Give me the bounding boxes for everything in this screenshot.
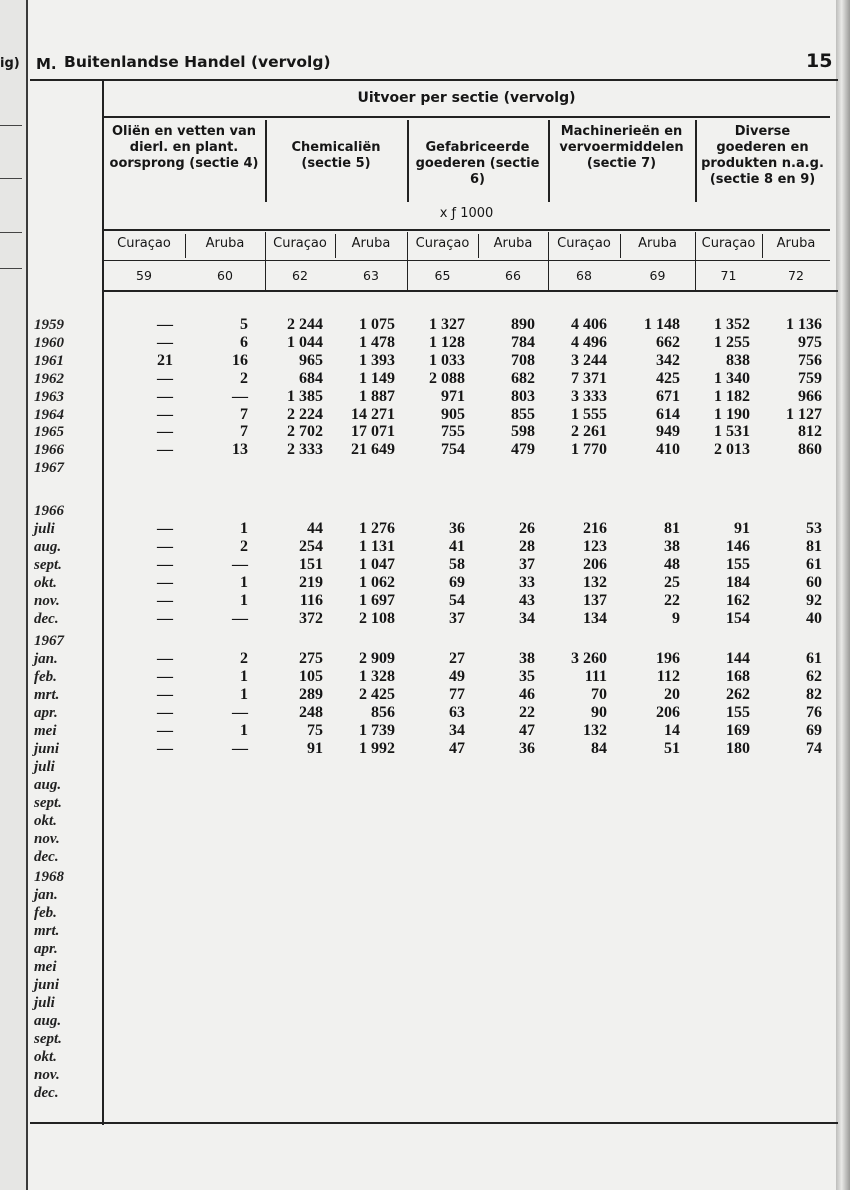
data-cell: 63 [449, 704, 465, 721]
data-cell: 38 [519, 650, 535, 667]
data-cell: 1 136 [786, 316, 822, 333]
data-cell: 1 127 [786, 405, 822, 423]
data-cell: 812 [798, 423, 822, 441]
data-cell: — [157, 405, 173, 423]
column-header-country: Curaçao [273, 236, 327, 251]
data-cell: 1 044 [287, 333, 323, 351]
month-row-label: apr. [34, 705, 58, 721]
section-header-5: Chemicaliën (sectie 5) [291, 140, 381, 171]
data-cell: 856 [371, 704, 395, 721]
data-cell: 26 [519, 520, 535, 537]
data-cell: 14 [664, 722, 680, 739]
data-cell: 40 [806, 610, 822, 627]
data-cell: — [157, 650, 173, 667]
data-cell: 3 260 [571, 650, 607, 667]
page-title: Buitenlandse Handel (vervolg) [64, 53, 331, 71]
data-cell: 69 [806, 722, 822, 739]
data-cell: 1 531 [714, 423, 750, 441]
month-row-label: sept. [34, 795, 62, 811]
data-cell: 36 [519, 740, 535, 757]
annual-row-label: 1959 [34, 317, 64, 333]
data-cell: 966 [798, 387, 822, 405]
data-cell: 82 [806, 686, 822, 703]
column-header-country: Curaçao [701, 236, 756, 251]
data-cell: 144 [726, 650, 750, 667]
data-cell: 216 [583, 520, 607, 537]
data-cell: 134 [583, 610, 607, 627]
data-cell: 69 [449, 574, 465, 591]
data-cell: 342 [656, 351, 680, 369]
data-cell: — [157, 668, 173, 685]
data-cell: 16 [232, 351, 248, 369]
data-cell: 682 [511, 369, 535, 387]
data-cell: 46 [519, 686, 535, 703]
data-cell: 1 340 [714, 369, 750, 387]
data-cell: 3 244 [571, 351, 607, 369]
data-cell: 20 [664, 686, 680, 703]
data-cell: 1 190 [714, 405, 750, 423]
column-header-country: Curaçao [557, 236, 611, 251]
column-divider [762, 234, 763, 258]
data-cell: — [157, 369, 173, 387]
column-code: 59 [136, 268, 152, 283]
month-row-label: nov. [34, 1067, 60, 1083]
data-cell: 2 013 [714, 441, 750, 459]
month-row-label: nov. [34, 831, 60, 847]
data-cell: 206 [656, 704, 680, 721]
page-number: 15 [806, 50, 833, 72]
month-row-label: okt. [34, 1049, 57, 1065]
data-cell: 708 [511, 351, 535, 369]
data-cell: 116 [299, 592, 323, 609]
annual-row-label: 1962 [34, 370, 64, 387]
column-code: 68 [576, 268, 592, 283]
data-cell: 965 [299, 351, 323, 369]
data-cell: 17 071 [351, 423, 395, 441]
section-header-7: Machinerieën en vervoermiddelen (sectie 7) [559, 124, 684, 171]
column-code: 72 [788, 268, 804, 283]
data-cell: 62 [806, 668, 822, 685]
column-divider [548, 232, 549, 292]
data-cell: 1 328 [359, 668, 395, 685]
data-cell: 35 [519, 668, 535, 685]
data-cell: 1 062 [359, 574, 395, 591]
data-cell: 1 047 [359, 556, 395, 573]
data-cell: 33 [519, 574, 535, 591]
data-cell: 2 425 [359, 686, 395, 703]
data-cell: 22 [664, 592, 680, 609]
data-cell: 6 [240, 333, 248, 351]
data-cell: — [157, 556, 173, 573]
data-cell: 37 [449, 610, 465, 627]
data-cell: 1 149 [359, 369, 395, 387]
data-cell: 162 [726, 592, 750, 609]
data-cell: 971 [441, 387, 465, 405]
annual-row-label: 1967 [34, 460, 64, 477]
month-row-label: aug. [34, 539, 62, 555]
unit-rule [103, 229, 830, 231]
section-header-8: Diverse goederen en produkten n.a.g. (sectie 8 en 9) [701, 124, 824, 187]
month-row-label: okt. [34, 813, 57, 829]
previous-page-fragment: ig) [0, 56, 20, 71]
month-row-label: juli [34, 995, 55, 1011]
column-header-country: Aruba [638, 236, 677, 251]
section-header-4: Oliën en vetten van dierl. en plant. oorsprong (sectie 4) [109, 124, 259, 171]
column-code: 71 [720, 268, 737, 283]
data-cell: 1 739 [359, 722, 395, 739]
month-row-label: mrt. [34, 687, 60, 703]
data-cell: 60 [806, 574, 822, 591]
data-cell: 48 [664, 556, 680, 573]
month-row-label: mei [34, 959, 57, 975]
month-row-label: nov. [34, 593, 60, 609]
header-rule [30, 79, 838, 81]
data-cell: 61 [806, 556, 822, 573]
data-cell: 44 [307, 520, 323, 537]
data-cell: — [157, 387, 173, 405]
data-cell: 7 371 [571, 369, 607, 387]
data-cell: 123 [583, 538, 607, 555]
column-code: 63 [363, 268, 379, 283]
data-cell: 1 033 [429, 351, 465, 369]
data-cell: 90 [591, 704, 607, 721]
data-cell: — [157, 441, 173, 459]
page-stack-edge [836, 0, 850, 1190]
data-cell: 1 385 [287, 387, 323, 405]
table-title: Uitvoer per sectie (vervolg) [357, 90, 576, 106]
data-cell: 137 [583, 592, 607, 609]
data-cell: — [157, 520, 173, 537]
data-cell: 36 [449, 520, 465, 537]
column-header-country: Aruba [493, 236, 533, 251]
month-row-label: juni [34, 741, 60, 757]
column-divider [478, 234, 479, 258]
data-cell: — [157, 423, 173, 441]
data-cell: 49 [449, 668, 465, 685]
data-cell: 38 [664, 538, 680, 555]
data-cell: 803 [511, 387, 535, 405]
column-header-country: Curaçao [415, 236, 470, 251]
data-cell: 28 [519, 538, 535, 555]
data-cell: 2 224 [287, 405, 323, 423]
data-cell: 949 [656, 423, 680, 441]
column-code: 66 [505, 268, 521, 283]
data-cell: 671 [656, 387, 680, 405]
data-cell: 168 [726, 668, 750, 685]
data-cell: — [157, 333, 173, 351]
month-row-label: feb. [34, 905, 57, 921]
data-cell: 81 [806, 538, 822, 555]
data-cell: 84 [591, 740, 607, 757]
data-cell: 132 [583, 722, 607, 739]
data-cell: 2 108 [359, 610, 395, 627]
data-cell: 1 276 [359, 520, 395, 537]
data-cell: 3 333 [571, 387, 607, 405]
data-cell: 180 [726, 740, 750, 757]
annual-row-label: 1964 [34, 406, 64, 423]
data-cell: — [157, 574, 173, 591]
data-cell: 76 [806, 704, 822, 721]
data-cell: 372 [299, 610, 323, 627]
data-cell: 22 [519, 704, 535, 721]
data-cell: 146 [726, 538, 750, 555]
data-cell: 1 [240, 722, 248, 739]
data-cell: 4 406 [571, 316, 607, 333]
month-row-label: dec. [34, 611, 59, 627]
data-cell: 154 [726, 610, 750, 627]
data-cell: 425 [656, 369, 680, 387]
data-cell: 4 496 [571, 333, 607, 351]
group-divider [265, 120, 267, 202]
section-letter: M. [36, 55, 57, 73]
data-cell: 784 [511, 333, 535, 351]
data-cell: 262 [726, 686, 750, 703]
data-cell: 1 352 [714, 316, 750, 333]
data-cell: 169 [726, 722, 750, 739]
data-cell: 34 [449, 722, 465, 739]
month-row-label: dec. [34, 849, 59, 865]
data-cell: 1 478 [359, 333, 395, 351]
data-cell: 1 131 [359, 538, 395, 555]
group-divider [548, 120, 550, 202]
column-divider [265, 232, 266, 292]
annual-row-label: 1960 [34, 334, 64, 351]
data-cell: 58 [449, 556, 465, 573]
month-row-label: mei [34, 723, 57, 739]
data-cell: — [157, 722, 173, 739]
country-rule [103, 260, 830, 261]
data-cell: 105 [299, 668, 323, 685]
year-group-label: 1966 [34, 503, 64, 519]
column-divider [335, 234, 336, 258]
data-cell: 2 [240, 650, 248, 667]
data-cell: 1 [240, 668, 248, 685]
data-cell: — [157, 686, 173, 703]
data-cell: 7 [240, 405, 248, 423]
data-cell: 479 [511, 441, 535, 459]
data-cell: 184 [726, 574, 750, 591]
data-cell: 27 [449, 650, 465, 667]
data-cell: 75 [307, 722, 323, 739]
data-cell: 47 [519, 722, 535, 739]
year-group-label: 1967 [34, 633, 64, 649]
data-cell: 51 [664, 740, 680, 757]
data-cell: 410 [656, 441, 680, 459]
month-row-label: feb. [34, 669, 57, 685]
annual-row-label: 1965 [34, 424, 64, 441]
data-cell: 254 [299, 538, 323, 555]
month-row-label: sept. [34, 557, 62, 573]
data-cell: 43 [519, 592, 535, 609]
data-cell: 2 261 [571, 423, 607, 441]
data-cell: 275 [299, 650, 323, 667]
column-code: 62 [292, 268, 308, 283]
data-cell: 21 [157, 351, 173, 369]
month-row-label: aug. [34, 1013, 62, 1029]
column-code: 69 [649, 268, 666, 283]
data-cell: 1 770 [571, 441, 607, 459]
data-cell: 248 [299, 704, 323, 721]
group-divider [407, 120, 409, 202]
data-cell: 1 255 [714, 333, 750, 351]
data-cell: 206 [583, 556, 607, 573]
data-cell: — [157, 704, 173, 721]
data-cell: — [232, 610, 248, 627]
data-cell: 111 [584, 668, 607, 685]
data-cell: 41 [449, 538, 465, 555]
data-cell: 47 [449, 740, 465, 757]
data-cell: 1 555 [571, 405, 607, 423]
data-cell: — [232, 387, 248, 405]
month-row-label: dec. [34, 1085, 59, 1101]
data-cell: 74 [806, 740, 822, 757]
column-divider [407, 232, 408, 292]
data-cell: 1 [240, 592, 248, 609]
data-cell: 662 [656, 333, 680, 351]
previous-page-edge [0, 0, 28, 1190]
year-group-label: 1968 [34, 869, 64, 885]
month-row-label: juli [34, 759, 55, 775]
data-cell: 25 [664, 574, 680, 591]
data-cell: 61 [806, 650, 822, 667]
data-cell: 759 [798, 369, 822, 387]
data-cell: 112 [656, 668, 680, 685]
month-row-label: apr. [34, 941, 58, 957]
data-cell: 1 [240, 574, 248, 591]
data-cell: 2 909 [359, 650, 395, 667]
month-row-label: mrt. [34, 923, 60, 939]
data-cell: 975 [798, 333, 822, 351]
data-cell: 53 [806, 520, 822, 537]
section-header-6: Gefabriceerde goederen (sectie 6) [415, 140, 540, 187]
column-divider [185, 234, 186, 258]
data-cell: 1 148 [644, 316, 680, 333]
column-header-country: Aruba [205, 236, 245, 251]
data-cell: 9 [672, 610, 680, 627]
annual-row-label: 1966 [34, 442, 64, 459]
unit-label: x ƒ 1000 [439, 206, 494, 221]
data-cell: — [232, 740, 248, 757]
data-cell: 7 [240, 423, 248, 441]
data-cell: 151 [299, 556, 323, 573]
column-header-country: Aruba [776, 236, 816, 251]
data-cell: 1 075 [359, 316, 395, 333]
data-cell: 755 [441, 423, 465, 441]
data-cell: 13 [232, 441, 248, 459]
data-cell: 754 [441, 441, 465, 459]
data-cell: 2 702 [287, 423, 323, 441]
data-cell: 155 [726, 704, 750, 721]
data-cell: — [157, 740, 173, 757]
column-code: 60 [217, 268, 233, 283]
data-cell: 1 887 [359, 387, 395, 405]
data-cell: 289 [299, 686, 323, 703]
footer-rule [30, 1122, 838, 1124]
data-cell: 77 [449, 686, 465, 703]
month-row-label: jan. [34, 651, 58, 667]
data-cell: — [232, 704, 248, 721]
data-cell: 614 [656, 405, 680, 423]
data-cell: 196 [656, 650, 680, 667]
column-header-country: Aruba [351, 236, 391, 251]
data-cell: — [157, 538, 173, 555]
codes-rule [103, 290, 838, 292]
data-cell: 37 [519, 556, 535, 573]
data-cell: 5 [240, 316, 248, 333]
data-cell: 905 [441, 405, 465, 423]
month-row-label: juni [34, 977, 60, 993]
data-cell: 838 [726, 351, 750, 369]
month-row-label: sept. [34, 1031, 62, 1047]
data-cell: 2 088 [429, 369, 465, 387]
title-rule [103, 116, 830, 118]
data-cell: 1 327 [429, 316, 465, 333]
month-row-label: jan. [34, 887, 58, 903]
data-cell: 21 649 [351, 441, 395, 459]
column-divider [695, 232, 696, 292]
month-row-label: okt. [34, 575, 57, 591]
month-row-label: juli [34, 521, 55, 537]
column-header-country: Curaçao [117, 236, 171, 251]
data-cell: 1 [240, 520, 248, 537]
data-cell: 890 [511, 316, 535, 333]
data-cell: — [157, 610, 173, 627]
data-cell: 91 [307, 740, 323, 757]
data-cell: 1 697 [359, 592, 395, 609]
annual-row-label: 1961 [34, 352, 64, 369]
data-cell: 756 [798, 351, 822, 369]
data-cell: 1 992 [359, 740, 395, 757]
data-cell: 1 182 [714, 387, 750, 405]
data-cell: 81 [664, 520, 680, 537]
data-cell: 54 [449, 592, 465, 609]
data-cell: 2 333 [287, 441, 323, 459]
data-cell: 598 [511, 423, 535, 441]
data-cell: 91 [734, 520, 750, 537]
data-cell: 2 [240, 538, 248, 555]
month-row-label: aug. [34, 777, 62, 793]
data-cell: 684 [299, 369, 323, 387]
data-cell: 855 [511, 405, 535, 423]
annual-row-label: 1963 [34, 388, 64, 405]
data-cell: 70 [591, 686, 607, 703]
data-cell: 860 [798, 441, 822, 459]
data-cell: 14 271 [351, 405, 395, 423]
data-cell: 2 [240, 369, 248, 387]
data-cell: 219 [299, 574, 323, 591]
group-divider [695, 120, 697, 202]
data-cell: — [232, 556, 248, 573]
column-code: 65 [434, 268, 451, 283]
data-cell: — [157, 592, 173, 609]
data-cell: 1 393 [359, 351, 395, 369]
data-cell: 1 [240, 686, 248, 703]
data-cell: 155 [726, 556, 750, 573]
data-cell: — [157, 316, 173, 333]
data-cell: 1 128 [429, 333, 465, 351]
data-cell: 34 [519, 610, 535, 627]
data-cell: 92 [806, 592, 822, 609]
data-cell: 2 244 [287, 316, 323, 333]
data-cell: 132 [583, 574, 607, 591]
column-divider [620, 234, 621, 258]
